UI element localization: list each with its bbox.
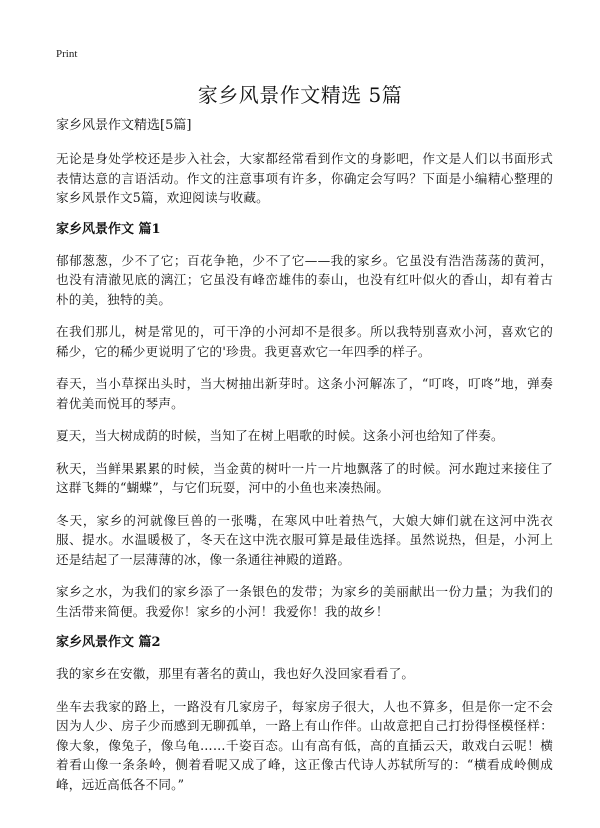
section-heading: 家乡风景作文 篇2	[56, 635, 161, 650]
print-link[interactable]: Print	[56, 48, 78, 60]
paragraph: 春天，当小草探出头时，当大树抽出新芽时。这条小河解冻了，“叮咚，叮咚”地，弹奏着优美而悦耳的琴声。	[56, 376, 553, 411]
page-title: 家乡风景作文精选 5篇	[197, 83, 403, 107]
paragraph: 夏天，当大树成荫的时候，当知了在树上唱歌的时候。这条小河也给知了伴奏。	[56, 428, 504, 443]
paragraph: 家乡之水，为我们的家乡添了一条银色的发带；为家乡的美丽献出一份力量；为我们的生活带来简便。我爱你！家乡的小河！我爱你！我的故乡！	[56, 584, 553, 619]
paragraph: 在我们那儿，树是常见的，可干净的小河却不是很多。所以我特别喜欢小河，喜欢它的稀少，它的稀少更说明了它的'珍贵。我更喜欢它一年四季的样子。	[56, 324, 553, 359]
paragraph: 秋天，当鲜果累累的时候，当金黄的树叶一片一片地飘落了的时候。河水跑过来接住了这群飞舞的“蝴蝶”，与它们玩耍，河中的小鱼也来凑热闹。	[56, 460, 553, 495]
paragraph: 郁郁葱葱，少不了它；百花争艳，少不了它——我的家乡。它虽没有浩浩荡荡的黄河，也没有清澈见底的漓江；它虽没有峰峦雄伟的泰山，也没有红叶似火的香山，却有着古朴的美，独特的美。	[56, 252, 553, 307]
paragraph: 坐车去我家的路上，一路没有几家房子，每家房子很大，人也不算多，但是你一定不会因为人少、房子少而感到无聊孤单，一路上有山作伴。山故意把自己打扮得怪模怪样：像大象，像兔子，像乌龟……千姿百态。山有高有低，高的直插云天，敢戏白云呢！横着看山像一条条岭，侧着看呢又成了峰，这正像古代诗人苏轼所写的：“横看成岭侧成峰，远近高低各不同。”	[56, 698, 553, 792]
paragraph: 冬天，家乡的河就像巨兽的一张嘴，在寒风中吐着热气，大娘大婶们就在这河中洗衣服、提水。水温暖极了，冬天在这中洗衣服可算是最佳选择。虽然说热，但是，小河上还是结起了一层薄薄的冰，像一条通往神殿的道路。	[56, 512, 553, 567]
article-body	[56, 117, 553, 807]
intro-paragraph: 无论是身处学校还是步入社会，大家都经常看到作文的身影吧，作文是人们以书面形式表情达意的言语活动。作文的注意事项有许多，你确定会写吗？下面是小编精心整理的家乡风景作文5篇，欢迎阅读与收藏。	[56, 151, 553, 205]
section-heading: 家乡风景作文 篇1	[56, 221, 161, 237]
article-subtitle: 家乡风景作文精选[5篇]	[56, 118, 192, 133]
paragraph: 我的家乡在安徽，那里有著名的黄山，我也好久没回家看看了。	[56, 666, 415, 681]
